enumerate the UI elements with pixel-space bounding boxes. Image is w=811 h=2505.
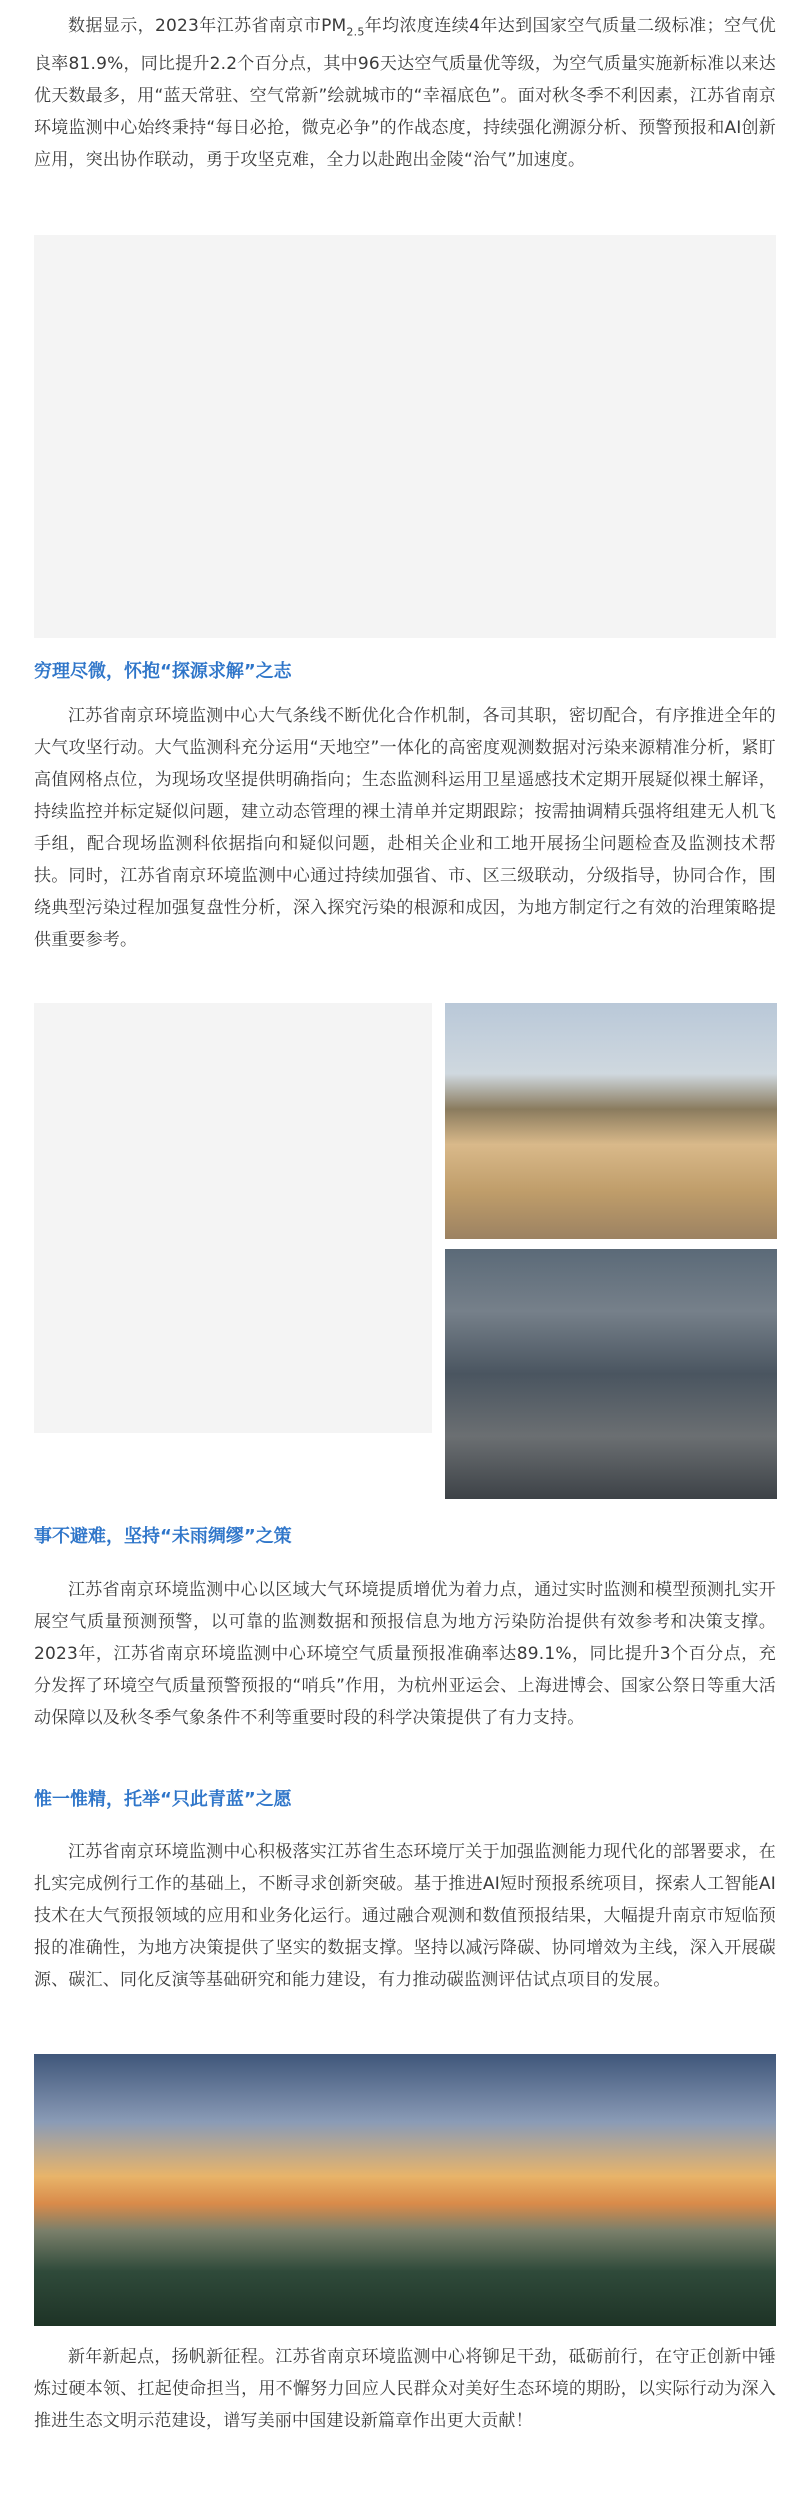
- factory-inspection-photo: [445, 1249, 777, 1499]
- section-3-body: [34, 1836, 776, 1996]
- section-title-2: 事不避难，坚持“未雨绸缪”之策: [34, 1526, 292, 1547]
- closing-paragraph: 新年新起点，扬帆新征程。江苏省南京环境监测中心将铆足干劲，砥砺前行，在守正创新中锤炼过硬本领、扛起使命担当，用不懈努力回应人民群众对美好生态环境的期盼，以实际行动为深入推进生态文明示范建设，谱写美丽中国建设新篇章作出更大贡献！: [34, 2347, 776, 2431]
- section-1-body: [34, 700, 776, 956]
- nanjing-bridge-cityscape-photo: [34, 2054, 776, 2326]
- intro-text-before: 数据显示，2023年江苏省南京市PM: [68, 16, 347, 36]
- pm-subscript: 2.5: [346, 25, 365, 39]
- section-title-3: 惟一惟精，托举“只此青蓝”之愿: [34, 1789, 292, 1810]
- section-title-1: 穷理尽微，怀抱“探源求解”之志: [34, 661, 292, 682]
- closing-section: [34, 2341, 776, 2437]
- intro-section: [34, 10, 776, 176]
- section-2-body: [34, 1574, 776, 1734]
- section-1-paragraph: 江苏省南京环境监测中心大气条线不断优化合作机制，各司其职，密切配合，有序推进全年的大气攻坚行动。大气监测科充分运用“天地空”一体化的高密度观测数据对污染来源精准分析，紧盯高值网格点位，为现场攻坚提供明确指向；生态监测科运用卫星遥感技术定期开展疑似裸土解译，持续监控并标定疑似问题，建立动态管理的裸土清单并定期跟踪；按需抽调精兵强将组建无人机飞手组，配合现场监测科依据指向和疑似问题，赴相关企业和工地开展扬尘问题检查及监测技术帮扶。同时，江苏省南京环境监测中心通过持续加强省、市、区三级联动，分级指导，协同合作，围绕典型污染过程加强复盘性分析，深入探究污染的根源和成因，为地方制定行之有效的治理策略提供重要参考。: [34, 706, 776, 950]
- section-2-paragraph: 江苏省南京环境监测中心以区域大气环境提质增优为着力点，通过实时监测和模型预测扎实开展空气质量预测预警，以可靠的监测数据和预报信息为地方污染防治提供有效参考和决策支撑。2023年，江苏省南京环境监测中心环境空气质量预报准确率达89.1%，同比提升3个百分点，充分发挥了环境空气质量预警预报的“哨兵”作用，为杭州亚运会、上海进博会、国家公祭日等重大活动保障以及秋冬季气象条件不利等重要时段的科学决策提供了有力支持。: [34, 1580, 776, 1728]
- pm25-calendar-heatmap-figure: [34, 235, 776, 638]
- pm25-spatial-map-figure: [34, 1003, 432, 1433]
- section-3-paragraph: 江苏省南京环境监测中心积极落实江苏省生态环境厅关于加强监测能力现代化的部署要求，在扎实完成例行工作的基础上，不断寻求创新突破。基于推进AI短时预报系统项目，探索人工智能AI技术在大气预报领域的应用和业务化运行。通过融合观测和数值预报结果，大幅提升南京市短临预报的准确性，为地方决策提供了坚实的数据支撑。坚持以减污降碳、协同增效为主线，深入开展碳源、碳汇、同化反演等基础研究和能力建设，有力推动碳监测评估试点项目的发展。: [34, 1842, 776, 1990]
- intro-paragraph: [34, 10, 776, 176]
- site-inspection-photo: [445, 1003, 777, 1239]
- intro-text-after: 年均浓度连续4年达到国家空气质量二级标准；空气优良率81.9%，同比提升2.2个百分点，其中96天达空气质量优等级，为空气质量实施新标准以来达优天数最多，用“蓝天常驻、空气常新”绘就城市的“幸福底色”。面对秋冬季不利因素，江苏省南京环境监测中心始终秉持“每日必抢，微克必争”的作战态度，持续强化溯源分析、预警预报和AI创新应用，突出协作联动，勇于攻坚克难，全力以赴跑出金陵“治气”加速度。: [34, 16, 776, 171]
